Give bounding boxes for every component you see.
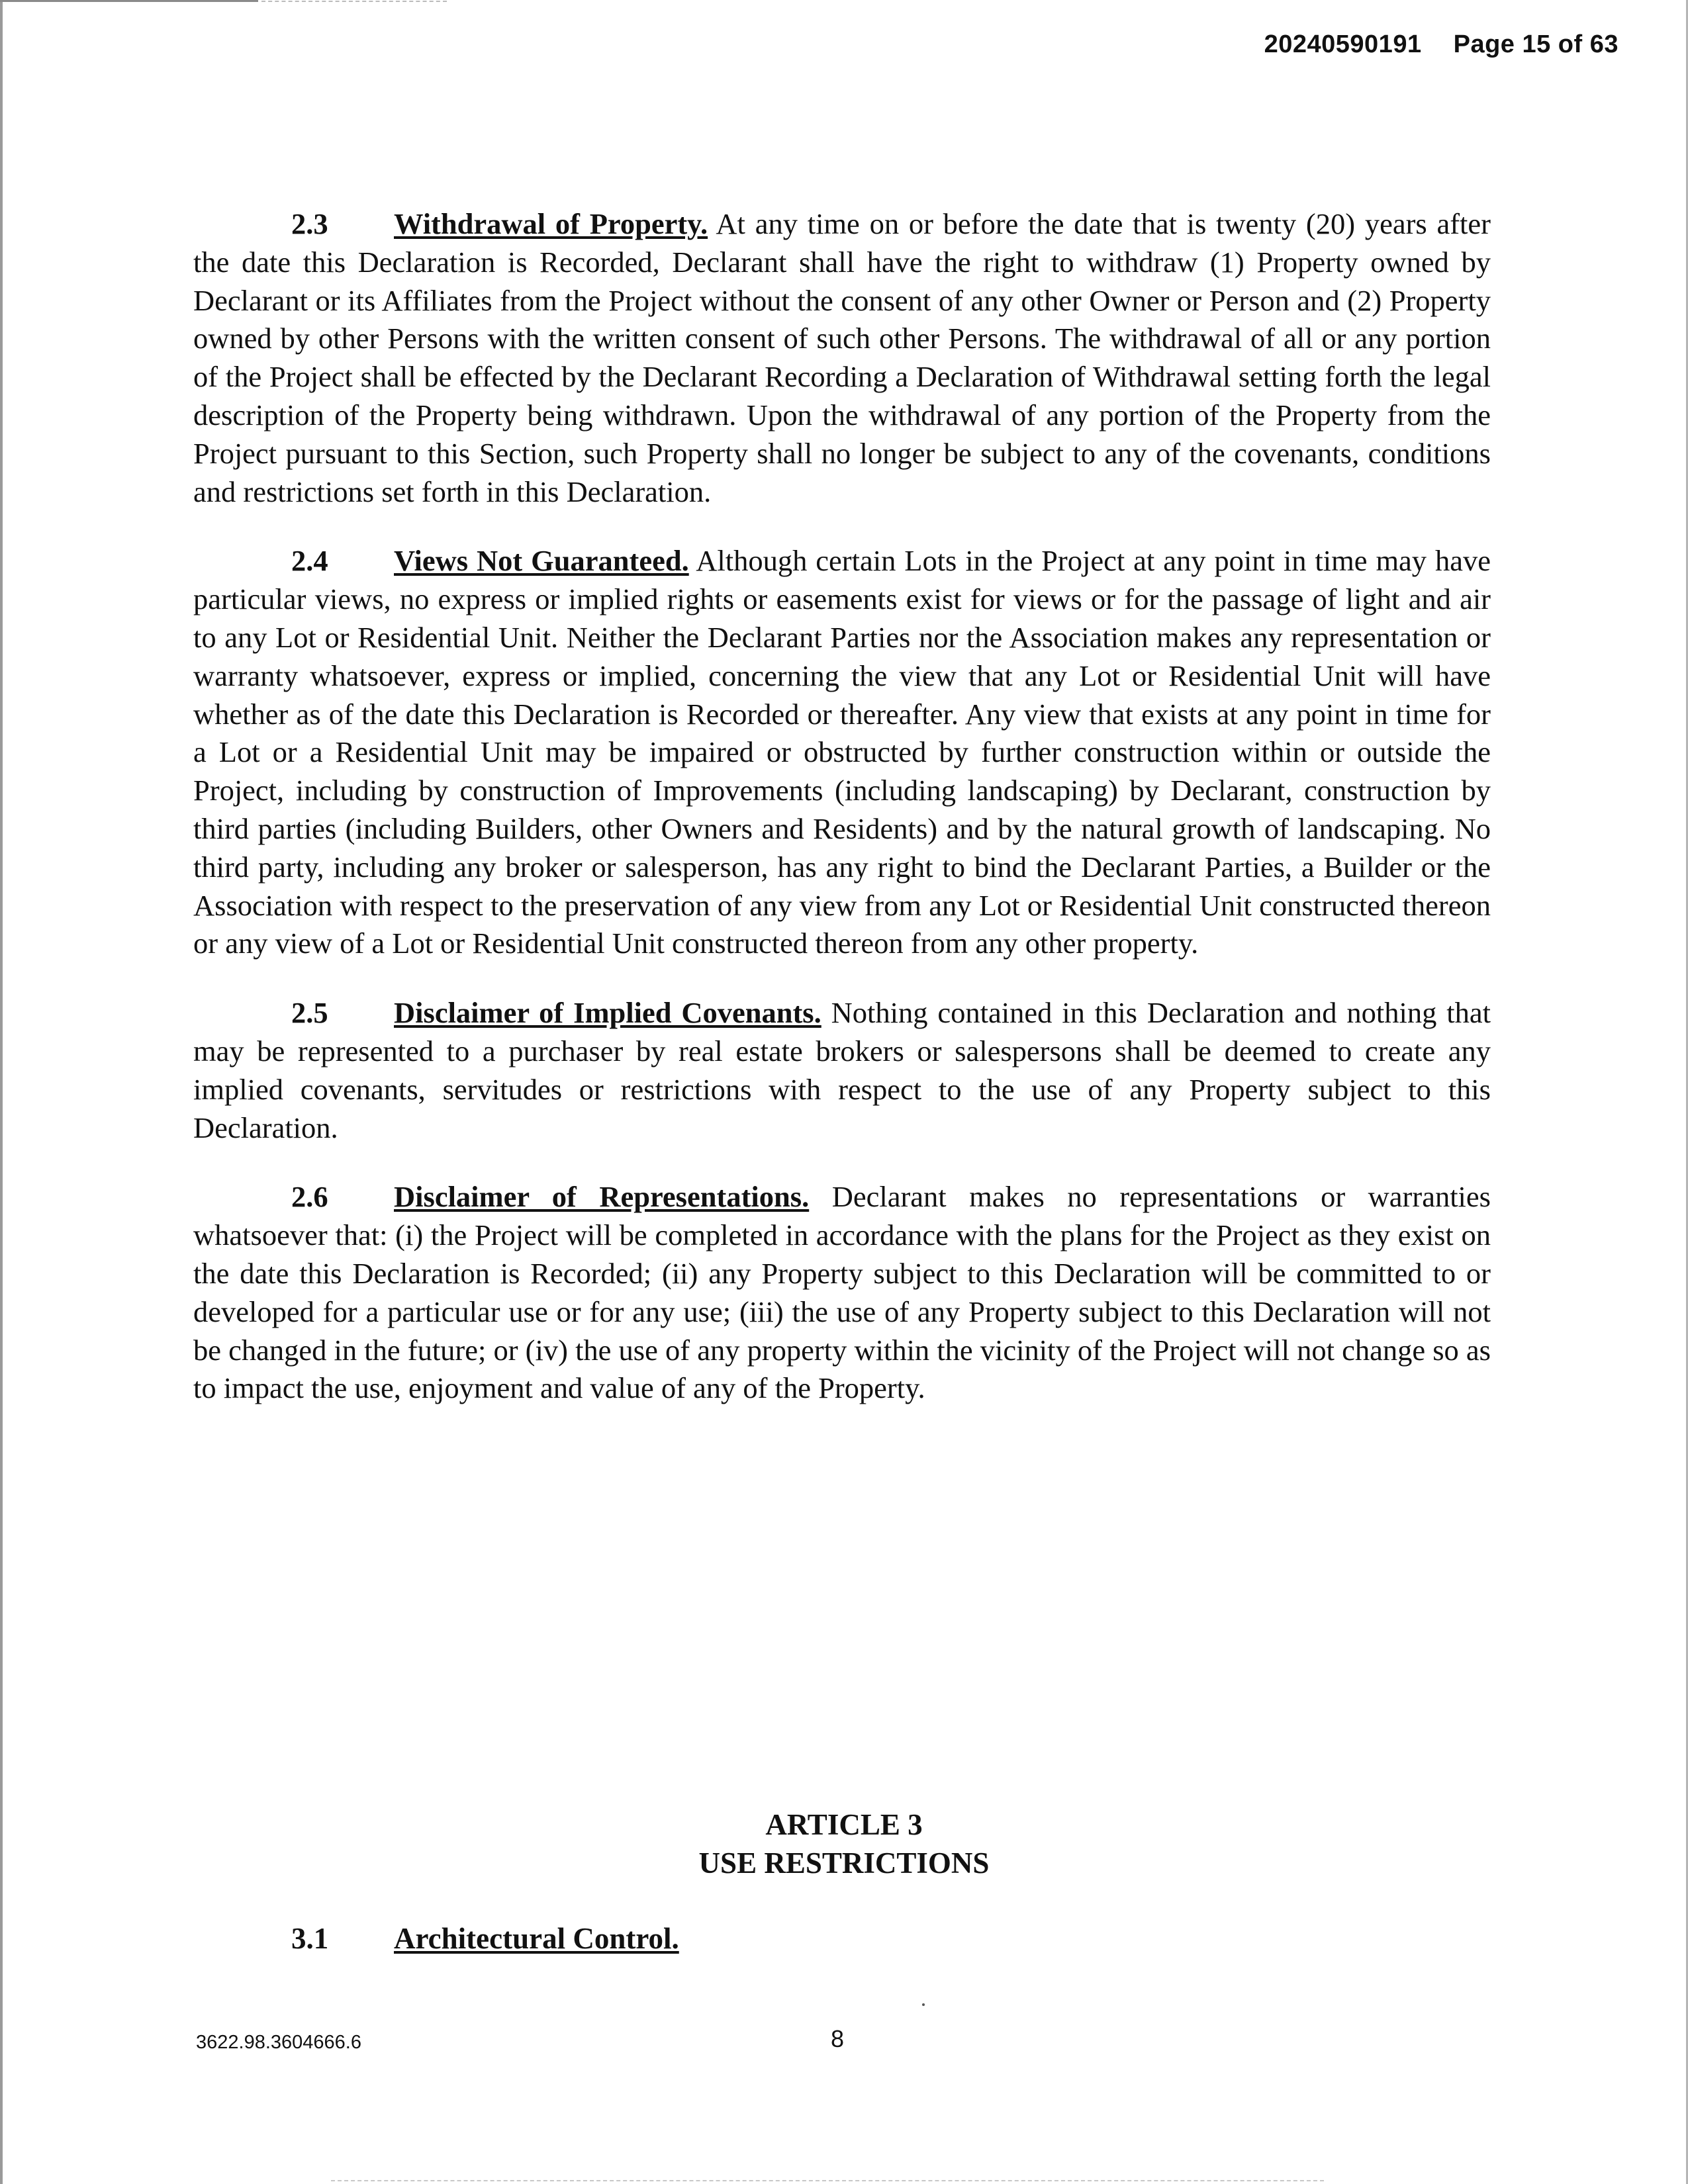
section-number: 3.1	[291, 1922, 329, 1955]
section-2-3	[193, 205, 1491, 511]
section-2-6	[193, 1178, 1491, 1408]
section-2-5	[193, 994, 1491, 1147]
scan-edge-bottom-dash	[331, 2180, 1324, 2181]
section-number: 2.4	[291, 544, 328, 578]
section-number: 2.3	[291, 207, 328, 240]
section-text: Although certain Lots in the Project at any point in time may have particular views, no express or implied rights or easements exist for views or for the passage of light and air to any Lot or Residential Unit. Neither the Declarant Parties nor the Association makes any representation or warranty whatsoever, express or implied, concerning the view that any Lot or Residential Unit will have whether as of the date this Declaration is Recorded or thereafter. Any view that exists at any point in time for a Lot or a Residential Unit may be impaired or obstructed by further construction within or outside the Project, including by construction of Improvements (including landscaping) by Declarant, construction by third parties (including Builders, other Owners and Residents) and by the natural growth of landscaping. No third party, including any broker or salesperson, has any right to bind the Declarant Parties, a Builder or the Association with respect to the preservation of any view from any Lot or Residential Unit constructed thereon or any view of a Lot or Residential Unit constructed thereon from any other property.	[193, 544, 1491, 960]
document-body	[193, 205, 1491, 1439]
article-heading	[0, 1805, 1688, 1882]
scan-edge-top-dash	[261, 1, 447, 2]
footer-page-number: 8	[831, 2025, 845, 2052]
scan-edge-top	[0, 0, 258, 2]
page-header	[1264, 30, 1618, 59]
section-heading: Architectural Control.	[394, 1922, 679, 1955]
footer-document-id: 3622.98.3604666.6	[196, 2032, 361, 2053]
section-number: 2.5	[291, 996, 328, 1030]
section-heading: Disclaimer of Implied Covenants.	[394, 996, 821, 1030]
page-count-label: Page 15 of 63	[1453, 30, 1618, 58]
article-label: ARTICLE 3	[765, 1808, 923, 1841]
section-heading: Disclaimer of Representations.	[394, 1180, 810, 1214]
section-heading: Withdrawal of Property.	[394, 207, 708, 240]
scan-artifact-dot	[922, 2003, 925, 2006]
section-heading: Views Not Guaranteed.	[394, 544, 689, 578]
recording-number: 20240590191	[1264, 30, 1422, 58]
section-3-1	[291, 1919, 679, 1958]
section-2-4	[193, 542, 1491, 963]
article-title: USE RESTRICTIONS	[698, 1846, 990, 1880]
section-text: Nothing contained in this Declaration and nothing that may be represented to a purchaser by real estate brokers or salespersons shall be deemed to create any implied covenants, servitudes or restrictions with respect to the use of any Property subject to this Declaration.	[193, 996, 1491, 1144]
section-number: 2.6	[291, 1180, 328, 1214]
section-text: Declarant makes no representations or warranties whatsoever that: (i) the Project will be completed in accordance with the plans for the Project as they exist on the date this Declaration is Recorded; (ii) any Property subject to this Declaration will be committed to or developed for a particular use or for any use; (iii) the use of any Property subject to this Declaration will not be changed in the future; or (iv) the use of any property within the vicinity of the Project will not change so as to impact the use, enjoyment and value of any of the Property.	[193, 1180, 1491, 1405]
section-text: At any time on or before the date that is twenty (20) years after the date this Declaration is Recorded, Declarant shall have the right to withdraw (1) Property owned by Declarant or its Affiliates from the Project without the consent of any other Owner or Person and (2) Property owned by other Persons with the written consent of such other Persons. The withdrawal of all or any portion of the Project shall be effected by the Declarant Recording a Declaration of Withdrawal setting forth the legal description of the Property being withdrawn. Upon the withdrawal of any portion of the Property from the Project pursuant to this Section, such Property shall no longer be subject to any of the covenants, conditions and restrictions set forth in this Declaration.	[193, 207, 1491, 508]
